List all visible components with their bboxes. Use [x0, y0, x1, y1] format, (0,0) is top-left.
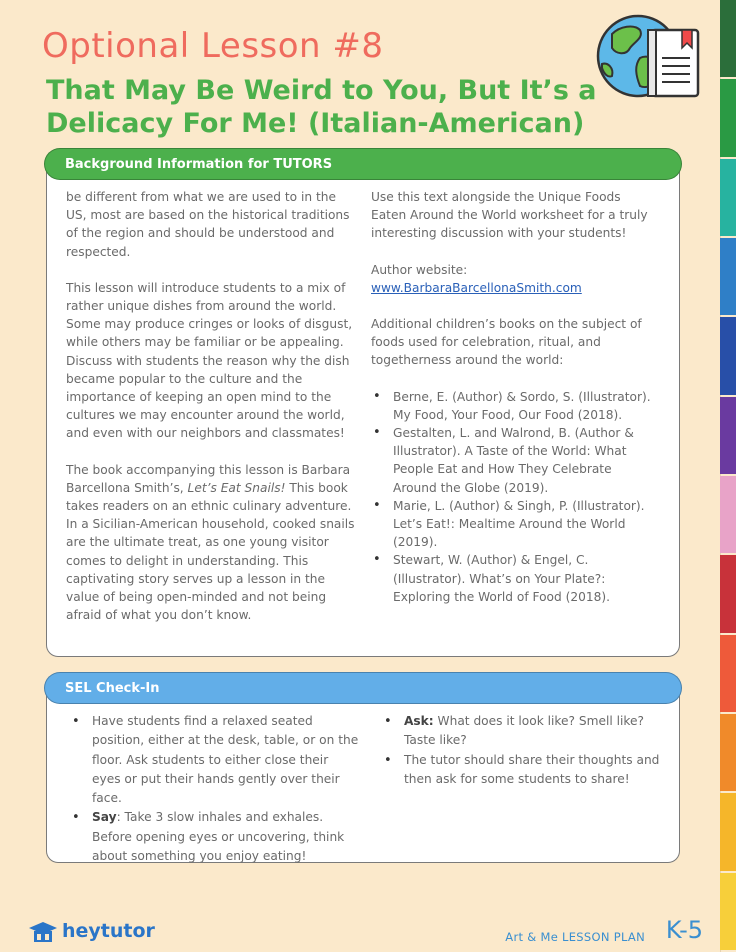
sel-item	[382, 712, 667, 751]
book-description: This book takes readers on an ethnic culinary adventure. In a Sicilian-American household, cooked snails are the ultimate treat, as one young visitor comes to delight in understanding. This captivating story serves up a lesson in the value of being open-minded and not being afraid of what you don’t know.	[66, 480, 355, 623]
lesson-title-line-2: Delicacy For Me! (Italian-American)	[46, 108, 585, 139]
graduation-cap-icon	[28, 920, 58, 944]
background-paragraph-1: be different from what we are used to in the US, most are based on the historical traditions of the region and should be understood and respected.	[66, 190, 350, 259]
section-tab	[720, 0, 736, 77]
lesson-plan-label: Art & Me LESSON PLAN	[505, 930, 645, 944]
section-tabs	[720, 0, 736, 952]
books-list	[371, 388, 651, 606]
book-item: • Berne, E. (Author) & Sordo, S. (Illustrator). My Food, Your Food, Our Food (2018).	[371, 388, 651, 424]
section-tab	[720, 635, 736, 712]
author-website-label: Author website:	[371, 262, 468, 277]
book-item: • Marie, L. (Author) & Singh, P. (Illustrator). Let’s Eat!: Mealtime Around the World (2019).	[371, 497, 651, 552]
sel-left-column	[70, 712, 360, 866]
sel-item	[70, 808, 360, 866]
sel-item	[70, 712, 360, 808]
section-tab	[720, 79, 736, 156]
section-tab	[720, 317, 736, 394]
book-intro-text: The book accompanying this lesson is Barbara Barcellona Smith’s,	[66, 462, 351, 495]
worksheet-paragraph: Use this text alongside the Unique Foods Eaten Around the World worksheet for a truly interesting discussion with your students!	[371, 190, 648, 241]
logo-wordmark: heytutor	[62, 920, 155, 942]
lesson-title-line-1: That May Be Weird to You, But It’s a	[46, 75, 597, 106]
section-tab	[720, 793, 736, 870]
grade-level: K-5	[665, 916, 703, 944]
section-tab	[720, 555, 736, 632]
book-item: • Gestalten, L. and Walrond, B. (Author & Illustrator). A Taste of the World: What People Eat and How They Celebrate Around the Globe (2019).	[371, 424, 651, 497]
sel-item-text: Have students find a relaxed seated position, either at the desk, table, or on the floor. Ask students to either close their eyes or put their hands gently over their face.	[92, 714, 359, 806]
sel-checkin-heading: SEL Check-In	[44, 672, 682, 704]
background-right-column	[371, 188, 651, 606]
lesson-number: Optional Lesson #8	[42, 26, 384, 66]
section-tab	[720, 873, 736, 950]
background-info-heading: Background Information for TUTORS	[44, 148, 682, 180]
books-intro: Additional children’s books on the subject of foods used for celebration, ritual, and togetherness around the world:	[371, 317, 642, 368]
author-website-link[interactable]: www.BarbaraBarcellonaSmith.com	[371, 280, 582, 295]
sel-item-lead: Say	[92, 810, 117, 825]
sel-item-text: What does it look like? Smell like? Taste like?	[404, 714, 644, 748]
book-title: Let’s Eat Snails!	[187, 480, 286, 495]
sel-item-text: : Take 3 slow inhales and exhales. Before opening eyes or uncovering, think about something you enjoy eating!	[92, 810, 345, 864]
lesson-title	[46, 74, 606, 140]
sel-right-list	[382, 712, 667, 789]
background-paragraph-3	[66, 461, 356, 625]
section-tab	[720, 714, 736, 791]
sel-item-lead: Ask:	[404, 714, 434, 728]
background-left-column	[66, 188, 356, 642]
background-paragraph-2: This lesson will introduce students to a mix of rather unique dishes from around the world. Some may produce cringes or looks of disgust, while others may be familiar or be appealing. Discuss with students the reason why the dish became popular to the culture and the importance of keeping an open mind to the cultures we may encounter around the world, and even with our neighbors and classmates!	[66, 280, 353, 441]
section-tab	[720, 476, 736, 553]
sel-item	[382, 751, 667, 790]
sel-right-column	[382, 712, 667, 789]
book-item: • Stewart, W. (Author) & Engel, C. (Illustrator). What’s on Your Plate?: Exploring the World of Food (2018).	[371, 551, 651, 606]
globe-book-icon	[590, 8, 710, 108]
section-tab	[720, 397, 736, 474]
section-tab	[720, 159, 736, 236]
sel-item-text: The tutor should share their thoughts and then ask for some students to share!	[404, 752, 660, 786]
sel-left-list	[70, 712, 360, 866]
section-tab	[720, 238, 736, 315]
author-website	[371, 261, 651, 297]
